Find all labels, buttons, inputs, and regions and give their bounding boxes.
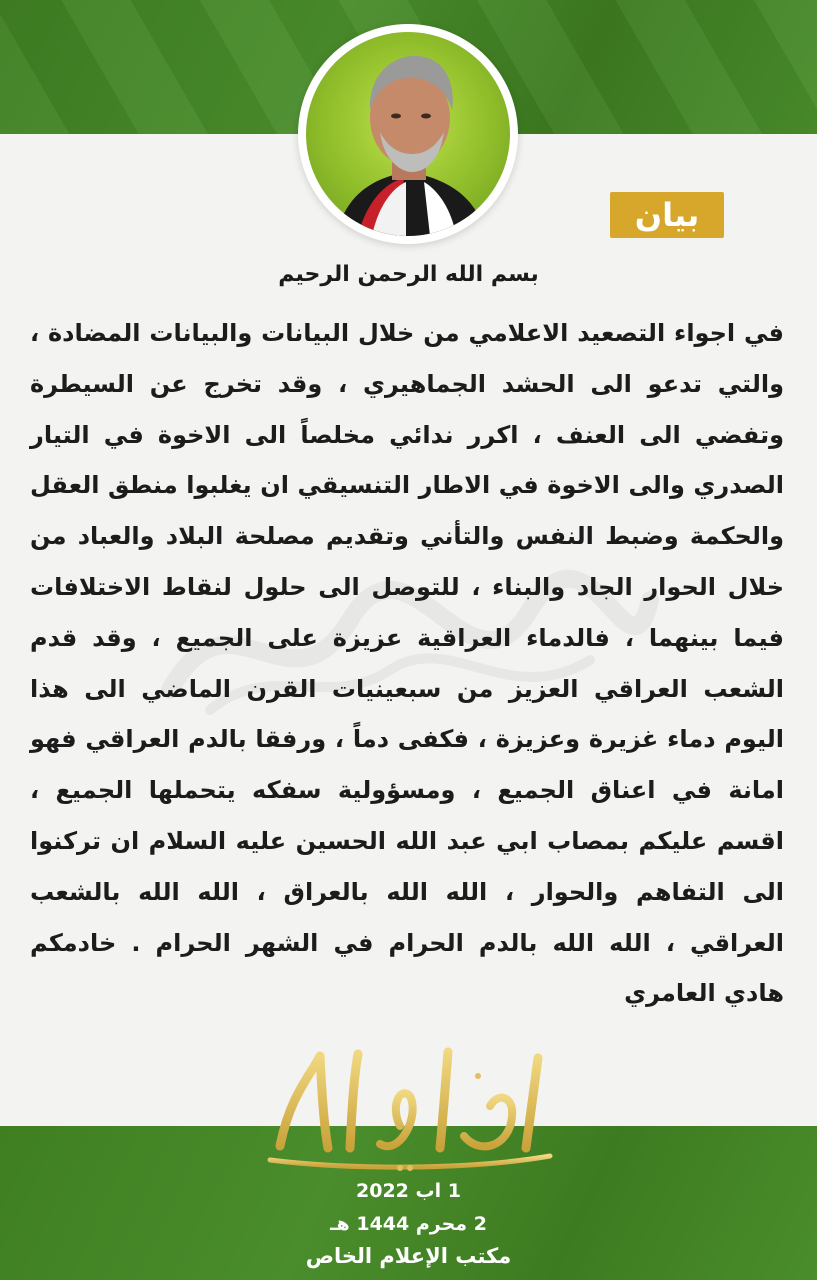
footer-date-hijri: 2 محرم 1444 هـ bbox=[330, 1213, 487, 1235]
basmala-heading: بسم الله الرحمن الرحيم bbox=[278, 262, 539, 287]
signature-calligraphy-logo bbox=[250, 1036, 570, 1176]
portrait-photo bbox=[306, 32, 510, 236]
footer-date-gregorian: 1 اب 2022 bbox=[356, 1180, 461, 1202]
footer-office: مكتب الإعلام الخاص bbox=[305, 1244, 512, 1268]
statement-body: في اجواء التصعيد الاعلامي من خلال البيانات والبيانات المضادة ، والتي تدعو الى الحشد الجماهيري ، وقد تخرج عن السيطرة وتفضي الى العنف ، اكرر ندائي مخلصاً الى الاخوة في التيار الصدري والى الاخوة في الاطار التنسيقي ان يغلبوا منطق العقل والحكمة وضبط النفس والتأني وتقديم مصلحة البلاد والعباد من خلال الحوار الجاد والبناء ، للتوصل الى حلول لنقاط الاختلافات فيما بينهما ، فالدماء العراقية عزيزة على الجميع ، وقد قدم الشعب العراقي العزيز من سبعينيات القرن الماضي الى هذا اليوم دماء غزيرة وعزيزة ، فكفى دماً ، ورفقا بالدم العراقي فهو امانة في اعناق الجميع ، ومسؤولية سفكه يتحملها الجميع ، اقسم عليكم بمصاب ابي عبد الله الحسين عليه السلام ان تركنوا الى التفاهم والحوار ، الله الله بالعراق ، الله الله بالشعب العراقي ، الله الله بالدم الحرام في الشهر الحرام . خادمكم هادي العامري bbox=[30, 319, 784, 1008]
person-portrait-icon bbox=[306, 32, 510, 236]
statement-label-badge: بيان bbox=[610, 192, 724, 238]
